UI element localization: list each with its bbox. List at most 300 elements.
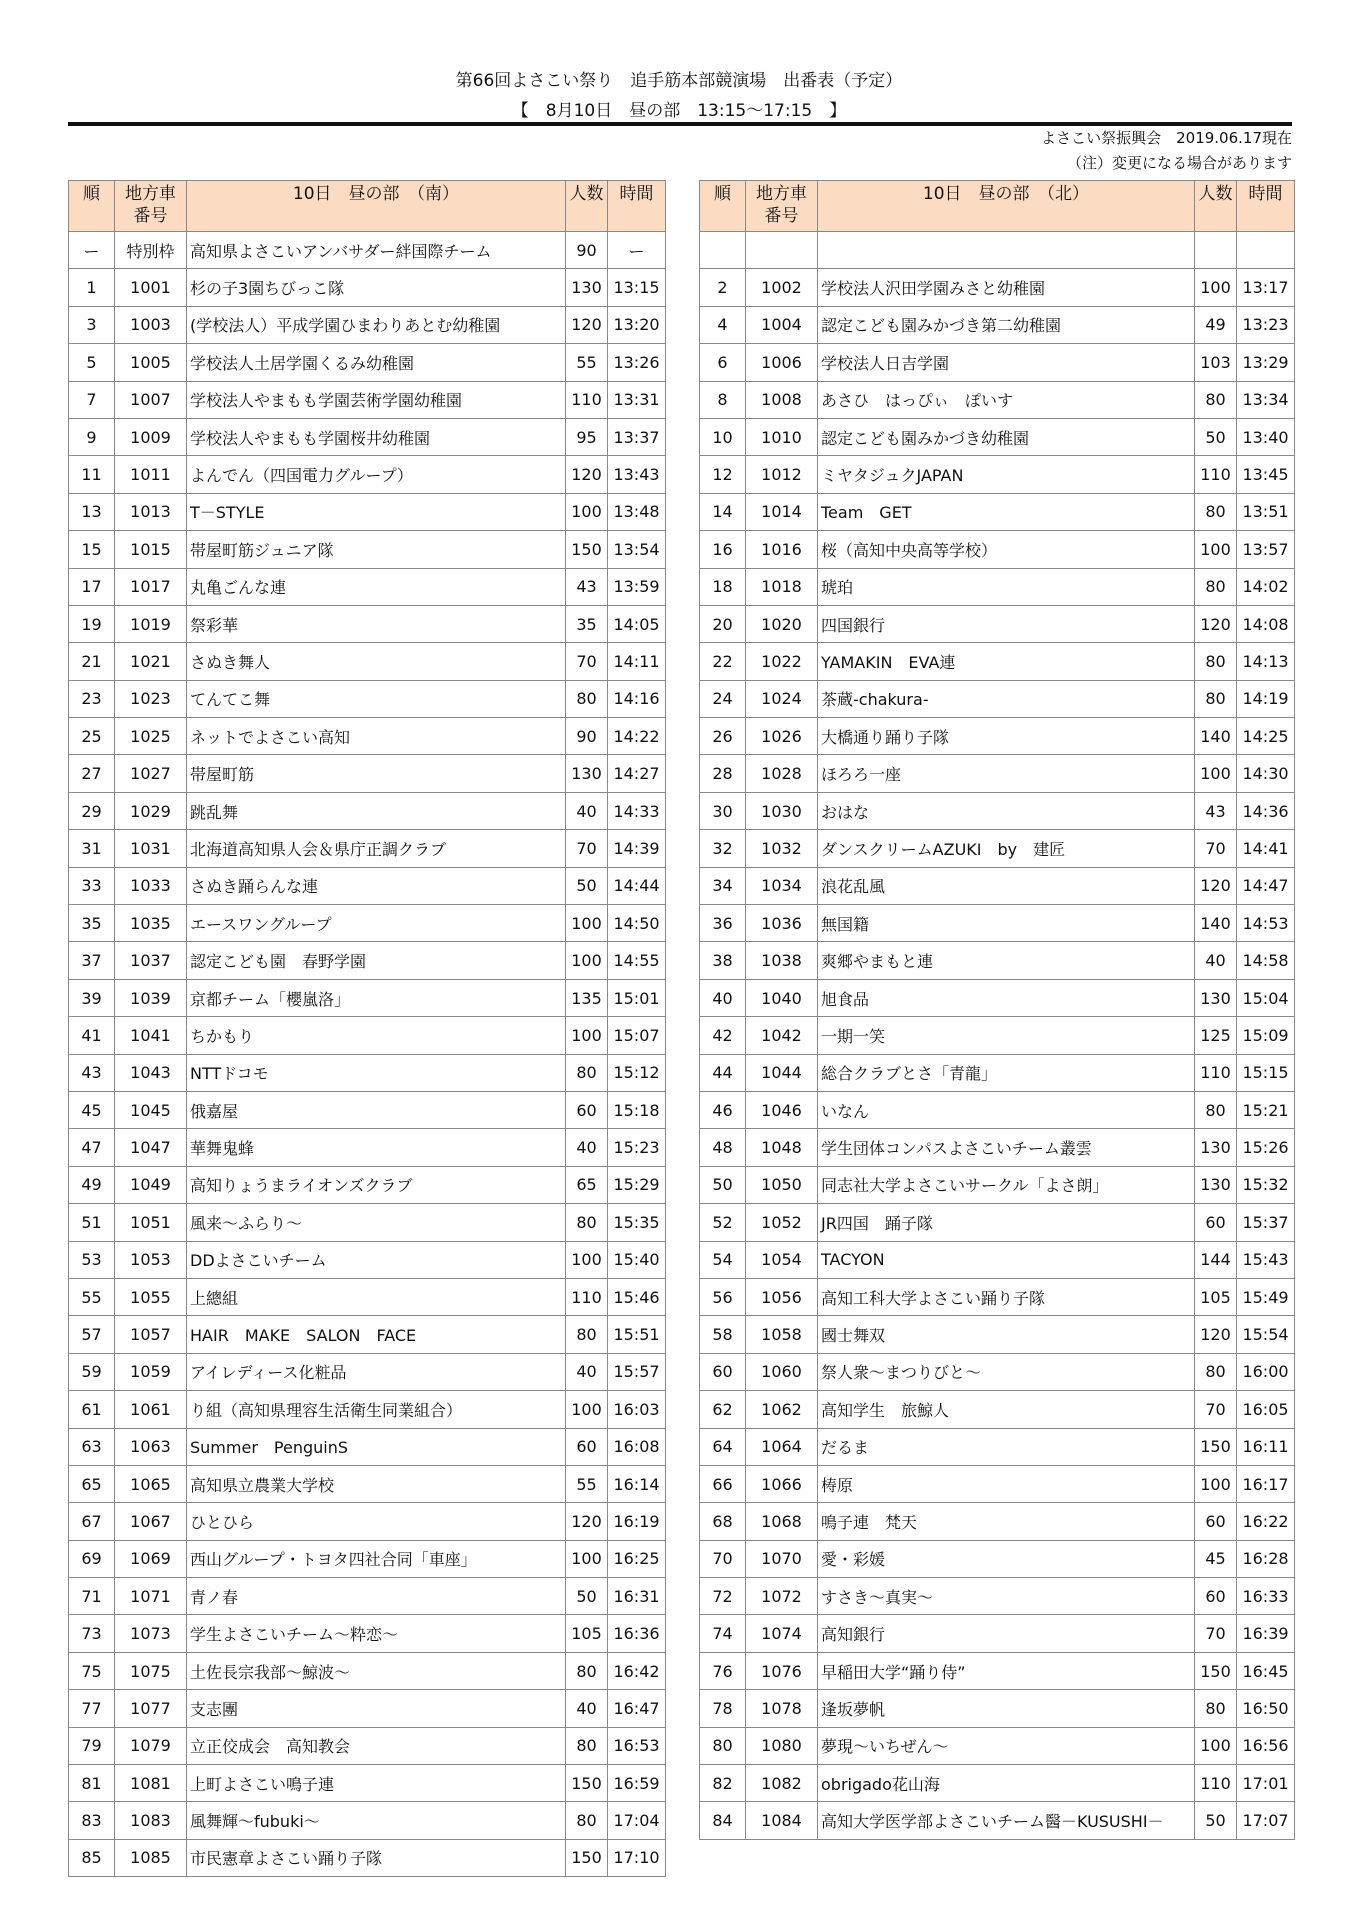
table-row xyxy=(700,1166,1295,1203)
cell-float-number: 1046 xyxy=(746,1091,818,1128)
cell-team-name: 爽郷やまもと連 xyxy=(818,942,1195,979)
table-row xyxy=(69,830,666,867)
cell-team-name: 茶蔵-chakura- xyxy=(818,680,1195,717)
cell-order: 74 xyxy=(700,1615,746,1652)
organizer-date: よさこい祭振興会 2019.06.17現在 xyxy=(1041,129,1292,147)
table-row xyxy=(69,1241,666,1278)
cell-team-name: 認定こども園みかづき幼稚園 xyxy=(818,418,1195,455)
table-row xyxy=(700,643,1295,680)
cell-time: 13:26 xyxy=(608,344,666,381)
cell-float-number: 1004 xyxy=(746,306,818,343)
cell-order: 10 xyxy=(700,418,746,455)
cell-time: 16:00 xyxy=(1237,1353,1295,1390)
cell-members: 80 xyxy=(1195,1091,1237,1128)
cell-members: 95 xyxy=(566,418,608,455)
cell-team-name: さぬき舞人 xyxy=(187,643,566,680)
cell-time: 14:11 xyxy=(608,643,666,680)
cell-members: 65 xyxy=(566,1166,608,1203)
cell-float-number: 1054 xyxy=(746,1241,818,1278)
cell-order: 7 xyxy=(69,381,115,418)
cell-members: 120 xyxy=(1195,605,1237,642)
cell-members: 43 xyxy=(566,568,608,605)
cell-members: 100 xyxy=(1195,1727,1237,1764)
table-row xyxy=(700,344,1295,381)
cell-time: 14:55 xyxy=(608,942,666,979)
cell-time: 14:05 xyxy=(608,605,666,642)
table-row xyxy=(700,792,1295,829)
cell-order: 71 xyxy=(69,1578,115,1615)
table-row xyxy=(700,418,1295,455)
cell-team-name: Summer PenguinS xyxy=(187,1428,566,1465)
table-row xyxy=(69,1278,666,1315)
cell-float-number: 1041 xyxy=(115,1017,187,1054)
cell-time: 15:46 xyxy=(608,1278,666,1315)
cell-team-name: 杉の子3園ちびっこ隊 xyxy=(187,269,566,306)
cell-team-name: 梼原 xyxy=(818,1465,1195,1502)
cell-team-name: ダンスクリームAZUKI by 建匠 xyxy=(818,830,1195,867)
cell-float-number: 1068 xyxy=(746,1503,818,1540)
cell-members: 50 xyxy=(1195,418,1237,455)
cell-time: 15:23 xyxy=(608,1129,666,1166)
cell-members: 110 xyxy=(1195,1765,1237,1802)
cell-float-number: 1032 xyxy=(746,830,818,867)
cell-team-name: あさひ はっぴぃ ぽいす xyxy=(818,381,1195,418)
cell-team-name: 西山グループ・トヨタ四社合同「車座」 xyxy=(187,1540,566,1577)
cell-team-name: obrigado花山海 xyxy=(818,1765,1195,1802)
cell-members: 80 xyxy=(566,1652,608,1689)
cell-time: 16:17 xyxy=(1237,1465,1295,1502)
cell-team-name: 桜（高知中央高等学校） xyxy=(818,531,1195,568)
cell-time: 13:17 xyxy=(1237,269,1295,306)
cell-float-number: 1053 xyxy=(115,1241,187,1278)
cell-order: 55 xyxy=(69,1278,115,1315)
cell-order: 42 xyxy=(700,1017,746,1054)
cell-float-number: 1085 xyxy=(115,1839,187,1876)
cell-team-name: ほろろ一座 xyxy=(818,755,1195,792)
cell-time: 16:47 xyxy=(608,1690,666,1727)
cell-time: 16:45 xyxy=(1237,1652,1295,1689)
cell-time: 14:44 xyxy=(608,867,666,904)
cell-team-name: アイレディース化粧品 xyxy=(187,1353,566,1390)
table-row xyxy=(700,979,1295,1016)
table-row xyxy=(69,1129,666,1166)
table-header-row xyxy=(69,181,666,232)
cell-time: 15:18 xyxy=(608,1091,666,1128)
cell-team-name: YAMAKIN EVA連 xyxy=(818,643,1195,680)
cell-members: 49 xyxy=(1195,306,1237,343)
cell-float-number: 1025 xyxy=(115,718,187,755)
cell-order xyxy=(700,232,746,269)
table-row xyxy=(69,605,666,642)
table-row xyxy=(69,718,666,755)
cell-time: 14:08 xyxy=(1237,605,1295,642)
cell-members: 80 xyxy=(1195,643,1237,680)
table-row xyxy=(69,979,666,1016)
cell-float-number: 1083 xyxy=(115,1802,187,1839)
cell-team-name: 鳴子連 梵天 xyxy=(818,1503,1195,1540)
cell-float-number: 1010 xyxy=(746,418,818,455)
table-row xyxy=(69,1802,666,1839)
cell-team-name xyxy=(818,232,1195,269)
cell-members: 60 xyxy=(1195,1204,1237,1241)
cell-members: 130 xyxy=(1195,1166,1237,1203)
cell-order: 8 xyxy=(700,381,746,418)
cell-members: 80 xyxy=(1195,381,1237,418)
cell-members: 70 xyxy=(1195,1391,1237,1428)
table-row xyxy=(69,1391,666,1428)
cell-time: 15:35 xyxy=(608,1204,666,1241)
cell-time: ー xyxy=(608,232,666,269)
table-row xyxy=(700,1503,1295,1540)
table-row xyxy=(69,232,666,269)
table-row xyxy=(69,680,666,717)
cell-float-number: 1062 xyxy=(746,1391,818,1428)
cell-order: 72 xyxy=(700,1578,746,1615)
cell-float-number: 1063 xyxy=(115,1428,187,1465)
cell-order: 12 xyxy=(700,456,746,493)
table-row xyxy=(700,867,1295,904)
cell-order: 46 xyxy=(700,1091,746,1128)
table-row xyxy=(69,269,666,306)
table-row xyxy=(69,1727,666,1764)
cell-team-name: 青ノ春 xyxy=(187,1578,566,1615)
table-row xyxy=(69,1540,666,1577)
table-row xyxy=(69,418,666,455)
cell-time: 13:57 xyxy=(1237,531,1295,568)
cell-time: 15:07 xyxy=(608,1017,666,1054)
cell-members: 100 xyxy=(566,1540,608,1577)
cell-float-number: 1080 xyxy=(746,1727,818,1764)
cell-float-number: 1060 xyxy=(746,1353,818,1390)
cell-order: 45 xyxy=(69,1091,115,1128)
cell-order: 64 xyxy=(700,1428,746,1465)
cell-members: 103 xyxy=(1195,344,1237,381)
cell-team-name: 学校法人沢田学園みさと幼稚園 xyxy=(818,269,1195,306)
cell-team-name: NTTドコモ xyxy=(187,1054,566,1091)
cell-float-number: 1015 xyxy=(115,531,187,568)
cell-order: 30 xyxy=(700,792,746,829)
table-row xyxy=(69,942,666,979)
cell-members: 110 xyxy=(1195,1054,1237,1091)
cell-order: 29 xyxy=(69,792,115,829)
cell-team-name: 高知りょうまライオンズクラブ xyxy=(187,1166,566,1203)
table-row xyxy=(69,531,666,568)
cell-order: 19 xyxy=(69,605,115,642)
cell-time: 16:39 xyxy=(1237,1615,1295,1652)
cell-team-name: すさき～真実～ xyxy=(818,1578,1195,1615)
cell-order: 62 xyxy=(700,1391,746,1428)
cell-members: 50 xyxy=(566,867,608,904)
cell-members: 80 xyxy=(566,1316,608,1353)
schedule-table-north xyxy=(699,180,1295,1840)
cell-members: 60 xyxy=(566,1091,608,1128)
col-time: 時間 xyxy=(608,181,666,232)
cell-order: 36 xyxy=(700,905,746,942)
cell-order: 51 xyxy=(69,1204,115,1241)
cell-float-number: 1026 xyxy=(746,718,818,755)
cell-members: 50 xyxy=(1195,1802,1237,1839)
cell-time: 13:43 xyxy=(608,456,666,493)
cell-team-name: JR四国 踊子隊 xyxy=(818,1204,1195,1241)
page-title: 第66回よさこい祭り 追手筋本部競演場 出番表（予定） xyxy=(455,71,903,91)
cell-order: 75 xyxy=(69,1652,115,1689)
cell-time: 15:29 xyxy=(608,1166,666,1203)
cell-order: 39 xyxy=(69,979,115,1016)
cell-members: 120 xyxy=(566,1503,608,1540)
cell-float-number: 1023 xyxy=(115,680,187,717)
table-row xyxy=(69,456,666,493)
table-row xyxy=(700,531,1295,568)
cell-float-number: 1069 xyxy=(115,1540,187,1577)
cell-order: 6 xyxy=(700,344,746,381)
cell-team-name: 京都チーム「櫻嵐洛」 xyxy=(187,979,566,1016)
table-row xyxy=(69,1353,666,1390)
table-row xyxy=(700,269,1295,306)
table-row xyxy=(69,1091,666,1128)
cell-time: 14:19 xyxy=(1237,680,1295,717)
cell-members: 45 xyxy=(1195,1540,1237,1577)
cell-order: 80 xyxy=(700,1727,746,1764)
cell-order: 84 xyxy=(700,1802,746,1839)
cell-time: 14:53 xyxy=(1237,905,1295,942)
cell-time: 16:33 xyxy=(1237,1578,1295,1615)
cell-float-number: 1042 xyxy=(746,1017,818,1054)
cell-float-number: 1051 xyxy=(115,1204,187,1241)
cell-team-name: り組（高知県理容生活衛生同業組合） xyxy=(187,1391,566,1428)
table-row xyxy=(700,1391,1295,1428)
table-row xyxy=(700,1054,1295,1091)
table-row xyxy=(700,1465,1295,1502)
cell-float-number: 1040 xyxy=(746,979,818,1016)
cell-team-name: 俄嘉屋 xyxy=(187,1091,566,1128)
cell-order: 33 xyxy=(69,867,115,904)
cell-time: 13:34 xyxy=(1237,381,1295,418)
cell-float-number: 1035 xyxy=(115,905,187,942)
cell-members: 80 xyxy=(566,1054,608,1091)
cell-team-name: 祭人衆～まつりびと～ xyxy=(818,1353,1195,1390)
cell-float-number: 1020 xyxy=(746,605,818,642)
table-row xyxy=(700,1091,1295,1128)
cell-time: 16:19 xyxy=(608,1503,666,1540)
col-order: 順 xyxy=(69,181,115,232)
cell-order: 54 xyxy=(700,1241,746,1278)
cell-members: 144 xyxy=(1195,1241,1237,1278)
cell-members: 80 xyxy=(1195,568,1237,605)
cell-time: 14:27 xyxy=(608,755,666,792)
table-row xyxy=(700,493,1295,530)
cell-order: 13 xyxy=(69,493,115,530)
cell-members: 70 xyxy=(1195,1615,1237,1652)
table-row xyxy=(700,905,1295,942)
cell-float-number: 1022 xyxy=(746,643,818,680)
cell-team-name: 学校法人土居学園くるみ幼稚園 xyxy=(187,344,566,381)
cell-team-name: 華舞鬼蜂 xyxy=(187,1129,566,1166)
cell-time: 13:31 xyxy=(608,381,666,418)
cell-members: 35 xyxy=(566,605,608,642)
cell-time: 16:14 xyxy=(608,1465,666,1502)
cell-team-name: 高知工科大学よさこい踊り子隊 xyxy=(818,1278,1195,1315)
cell-time: 14:25 xyxy=(1237,718,1295,755)
cell-order: 81 xyxy=(69,1765,115,1802)
cell-float-number: 1012 xyxy=(746,456,818,493)
table-row xyxy=(69,1428,666,1465)
table-row xyxy=(69,1017,666,1054)
cell-time: 14:13 xyxy=(1237,643,1295,680)
cell-order: 63 xyxy=(69,1428,115,1465)
cell-team-name: 無国籍 xyxy=(818,905,1195,942)
cell-order: 23 xyxy=(69,680,115,717)
table-row xyxy=(700,942,1295,979)
cell-members: 80 xyxy=(1195,680,1237,717)
cell-time: 16:08 xyxy=(608,1428,666,1465)
cell-float-number: 特別枠 xyxy=(115,232,187,269)
cell-float-number: 1030 xyxy=(746,792,818,829)
table-row xyxy=(700,456,1295,493)
cell-time: 15:57 xyxy=(608,1353,666,1390)
cell-members: 110 xyxy=(566,1278,608,1315)
cell-team-name: 立正佼成会 高知教会 xyxy=(187,1727,566,1764)
cell-float-number: 1065 xyxy=(115,1465,187,1502)
cell-time: 15:09 xyxy=(1237,1017,1295,1054)
cell-members: 70 xyxy=(566,643,608,680)
cell-time: 17:01 xyxy=(1237,1765,1295,1802)
cell-members: 135 xyxy=(566,979,608,1016)
cell-order: 67 xyxy=(69,1503,115,1540)
cell-members: 60 xyxy=(566,1428,608,1465)
cell-members xyxy=(1195,232,1237,269)
cell-team-name: おはな xyxy=(818,792,1195,829)
cell-order: 58 xyxy=(700,1316,746,1353)
cell-order: 14 xyxy=(700,493,746,530)
cell-float-number: 1038 xyxy=(746,942,818,979)
cell-time: 13:51 xyxy=(1237,493,1295,530)
cell-members: 50 xyxy=(566,1578,608,1615)
cell-order: 15 xyxy=(69,531,115,568)
table-row xyxy=(69,755,666,792)
cell-float-number: 1064 xyxy=(746,1428,818,1465)
cell-team-name: 丸亀ごんな連 xyxy=(187,568,566,605)
cell-time: 14:02 xyxy=(1237,568,1295,605)
cell-time: 14:50 xyxy=(608,905,666,942)
table-row xyxy=(700,1241,1295,1278)
cell-time: 17:07 xyxy=(1237,1802,1295,1839)
cell-time: 16:05 xyxy=(1237,1391,1295,1428)
cell-time: 13:54 xyxy=(608,531,666,568)
cell-float-number: 1008 xyxy=(746,381,818,418)
cell-order: 56 xyxy=(700,1278,746,1315)
cell-order: 61 xyxy=(69,1391,115,1428)
table-row xyxy=(700,1428,1295,1465)
table-row xyxy=(700,1278,1295,1315)
table-row xyxy=(700,1578,1295,1615)
cell-team-name: 風舞輝～fubuki～ xyxy=(187,1802,566,1839)
cell-time: 16:56 xyxy=(1237,1727,1295,1764)
cell-team-name: 学校法人やまもも学園桜井幼稚園 xyxy=(187,418,566,455)
table-row xyxy=(69,306,666,343)
cell-float-number: 1039 xyxy=(115,979,187,1016)
cell-team-name: よんでん（四国電力グループ） xyxy=(187,456,566,493)
cell-time: 15:49 xyxy=(1237,1278,1295,1315)
cell-team-name: 認定こども園みかづき第二幼稚園 xyxy=(818,306,1195,343)
cell-members: 100 xyxy=(566,1241,608,1278)
cell-time: 14:30 xyxy=(1237,755,1295,792)
cell-order: 31 xyxy=(69,830,115,867)
cell-float-number: 1006 xyxy=(746,344,818,381)
cell-float-number: 1036 xyxy=(746,905,818,942)
cell-members: 130 xyxy=(566,269,608,306)
table-row xyxy=(69,1839,666,1876)
cell-float-number: 1049 xyxy=(115,1166,187,1203)
cell-order: 47 xyxy=(69,1129,115,1166)
table-row xyxy=(69,1652,666,1689)
cell-members: 150 xyxy=(566,1765,608,1802)
cell-members: 130 xyxy=(566,755,608,792)
cell-time: 16:31 xyxy=(608,1578,666,1615)
cell-float-number: 1082 xyxy=(746,1765,818,1802)
table-row xyxy=(700,1204,1295,1241)
cell-members: 60 xyxy=(1195,1578,1237,1615)
table-row xyxy=(69,1054,666,1091)
cell-members: 40 xyxy=(566,1690,608,1727)
cell-order: 53 xyxy=(69,1241,115,1278)
cell-team-name: HAIR MAKE SALON FACE xyxy=(187,1316,566,1353)
cell-time: 13:15 xyxy=(608,269,666,306)
table-row xyxy=(700,718,1295,755)
cell-time: 14:58 xyxy=(1237,942,1295,979)
table-row xyxy=(69,1765,666,1802)
cell-team-name: ミヤタジュクJAPAN xyxy=(818,456,1195,493)
table-row xyxy=(700,1540,1295,1577)
cell-order: 40 xyxy=(700,979,746,1016)
cell-float-number: 1021 xyxy=(115,643,187,680)
cell-float-number: 1076 xyxy=(746,1652,818,1689)
table-row xyxy=(69,643,666,680)
cell-order: 83 xyxy=(69,1802,115,1839)
cell-members: 100 xyxy=(566,1391,608,1428)
cell-float-number: 1057 xyxy=(115,1316,187,1353)
cell-members: 80 xyxy=(566,680,608,717)
cell-team-name: Team GET xyxy=(818,493,1195,530)
cell-team-name: 大橋通り踊り子隊 xyxy=(818,718,1195,755)
cell-float-number: 1061 xyxy=(115,1391,187,1428)
table-row xyxy=(69,905,666,942)
cell-members: 80 xyxy=(1195,1690,1237,1727)
cell-time: 14:36 xyxy=(1237,792,1295,829)
cell-members: 140 xyxy=(1195,718,1237,755)
cell-order: 16 xyxy=(700,531,746,568)
cell-members: 40 xyxy=(566,792,608,829)
cell-time: 17:04 xyxy=(608,1802,666,1839)
cell-members: 80 xyxy=(566,1802,608,1839)
cell-members: 100 xyxy=(566,942,608,979)
cell-order: 59 xyxy=(69,1353,115,1390)
cell-order: 34 xyxy=(700,867,746,904)
cell-time: 13:20 xyxy=(608,306,666,343)
cell-order: 4 xyxy=(700,306,746,343)
cell-float-number: 1081 xyxy=(115,1765,187,1802)
cell-order: 18 xyxy=(700,568,746,605)
cell-members: 80 xyxy=(1195,1353,1237,1390)
cell-float-number: 1071 xyxy=(115,1578,187,1615)
table-row xyxy=(700,1690,1295,1727)
cell-float-number: 1059 xyxy=(115,1353,187,1390)
cell-float-number: 1078 xyxy=(746,1690,818,1727)
cell-time: 15:37 xyxy=(1237,1204,1295,1241)
cell-team-name: 祭彩華 xyxy=(187,605,566,642)
cell-members: 100 xyxy=(1195,755,1237,792)
table-row xyxy=(69,344,666,381)
cell-time: 13:59 xyxy=(608,568,666,605)
